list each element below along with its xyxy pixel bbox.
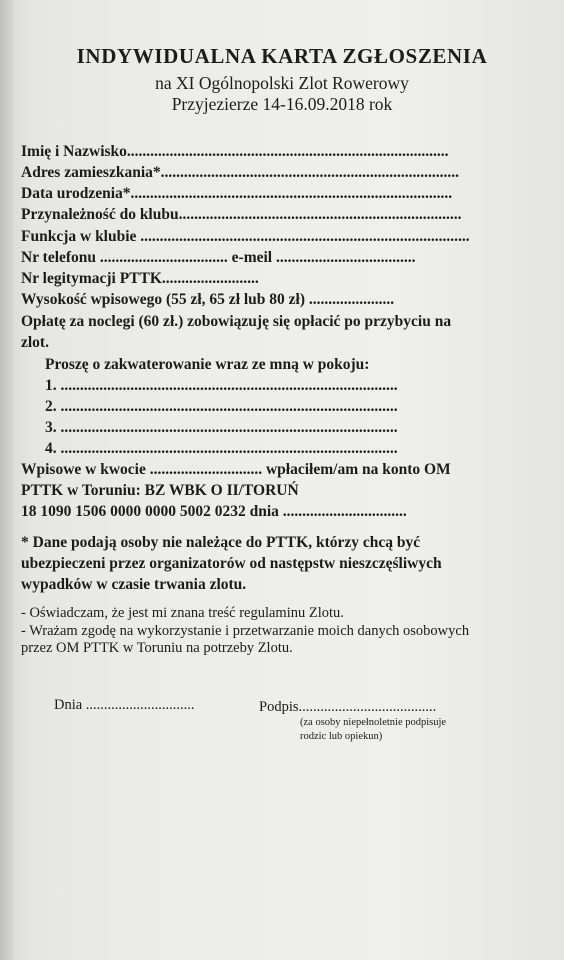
field-phone-email[interactable]: Nr telefonu ................................. e-meil .................................... xyxy=(21,249,416,266)
field-name[interactable]: Imię i Nazwisko................................................................................... xyxy=(21,143,449,160)
form-title: INDYWIDUALNA KARTA ZGŁOSZENIA xyxy=(76,44,488,68)
lodging-note-line-1: Opłatę za noclegi (60 zł.) zobowiązuję się opłacić po przybyciu na xyxy=(21,313,452,330)
roommate-1[interactable]: 1. ....................................................................................... xyxy=(45,377,398,394)
field-club[interactable]: Przynależność do klubu......................................................................... xyxy=(21,206,462,223)
declaration-1: - Oświadczam, że jest mi znana treść regulaminu Zlotu. xyxy=(21,605,344,621)
declaration-2-line-2: przez OM PTTK w Toruniu na potrzeby Zlotu. xyxy=(21,640,293,656)
insurance-note-line-3: wypadków w czasie trwania zlotu. xyxy=(21,576,247,593)
roommate-3[interactable]: 3. ....................................................................................... xyxy=(45,419,398,436)
declaration-2-line-1: - Wrażam zgodę na wykorzystanie i przetwarzanie moich danych osobowych xyxy=(21,623,470,639)
signature-field[interactable]: Podpis...................................... xyxy=(259,699,437,715)
payment-line-2: PTTK w Toruniu: BZ WBK O II/TORUŃ xyxy=(21,482,299,499)
roommate-2[interactable]: 2. ....................................................................................... xyxy=(45,398,398,415)
lodging-note-line-2: zlot. xyxy=(21,334,49,351)
field-address[interactable]: Adres zamieszkania*............................................................................. xyxy=(21,164,460,181)
field-club-role[interactable]: Funkcja w klubie ..................................................................................... xyxy=(21,228,470,245)
date-signature-field[interactable]: Dnia .............................. xyxy=(54,697,195,713)
insurance-note-line-2: ubezpieczeni przez organizatorów od następstw nieszczęśliwych xyxy=(21,555,442,572)
field-birthdate[interactable]: Data urodzenia*................................................................................... xyxy=(21,185,453,202)
signature-note-line-1: (za osoby niepełnoletnie podpisuje xyxy=(300,717,447,728)
payment-line-1[interactable]: Wpisowe w kwocie ............................. wpłaciłem/am na konto OM xyxy=(21,461,451,478)
roommates-heading: Proszę o zakwaterowanie wraz ze mną w pokoju: xyxy=(45,356,370,373)
form-date-line: Przyjezierze 14-16.09.2018 rok xyxy=(171,94,393,114)
field-pttk-id[interactable]: Nr legitymacji PTTK......................... xyxy=(21,270,259,287)
roommate-4[interactable]: 4. ....................................................................................... xyxy=(45,440,398,457)
payment-line-3[interactable]: 18 1090 1506 0000 0000 5002 0232 dnia ................................ xyxy=(21,503,407,520)
insurance-note-line-1: * Dane podają osoby nie należące do PTTK, którzy chcą być xyxy=(21,534,421,551)
signature-note-line-2: rodzic lub opiekun) xyxy=(300,731,383,742)
field-fee[interactable]: Wysokość wpisowego (55 zł, 65 zł lub 80 zł) ...................... xyxy=(21,291,395,308)
form-subtitle: na XI Ogólnopolski Zlot Rowerowy xyxy=(155,73,409,93)
paper-edge-shadow xyxy=(0,0,14,960)
